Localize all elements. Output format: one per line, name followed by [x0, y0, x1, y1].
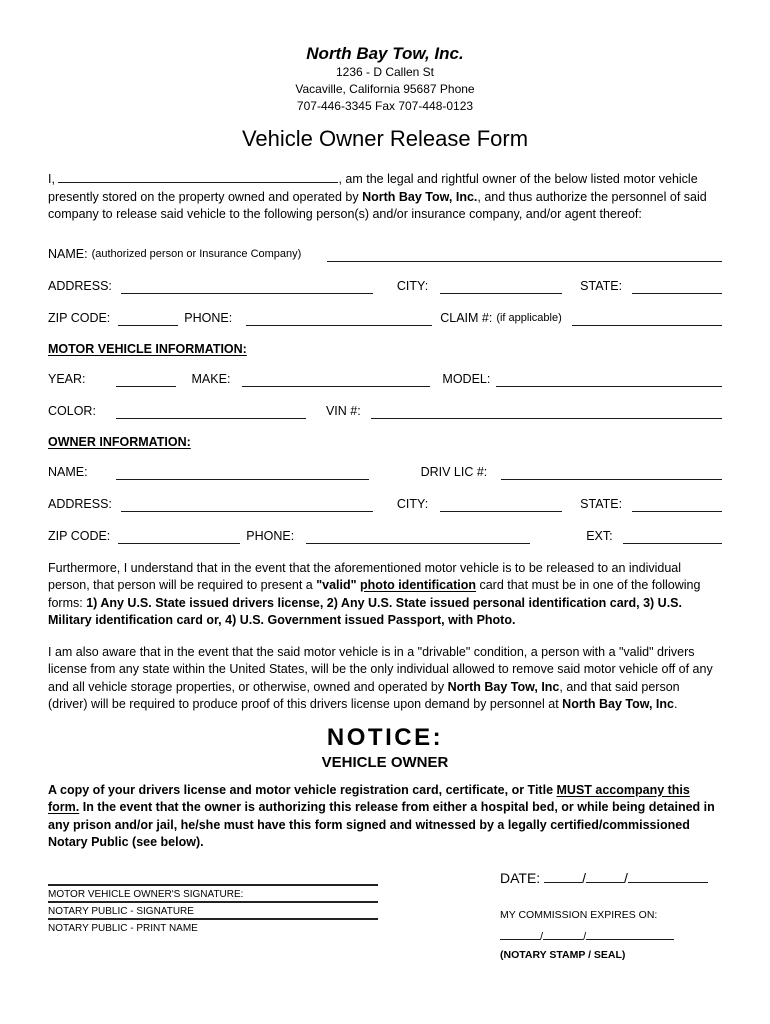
- vehicle-color-input[interactable]: [116, 405, 306, 419]
- notary-print-name-field[interactable]: [48, 918, 378, 935]
- owner-phone-label: PHONE:: [246, 528, 295, 543]
- authorized-claim-input[interactable]: [572, 312, 722, 326]
- authorized-phone-label: PHONE:: [184, 310, 233, 325]
- owner-address-row: [48, 496, 722, 512]
- commission-slash-2: /: [583, 930, 587, 943]
- authorized-name-row: [48, 246, 722, 262]
- owner-ext-label: EXT:: [586, 528, 613, 543]
- authorized-name-label: NAME:: [48, 246, 88, 261]
- company-city-phone: Vacaville, California 95687 Phone: [295, 82, 475, 96]
- owner-zip-label: ZIP CODE:: [48, 528, 111, 543]
- authorized-zip-label: ZIP CODE:: [48, 310, 111, 325]
- authorized-zip-input[interactable]: [118, 312, 178, 326]
- owner-phone-input[interactable]: [306, 530, 530, 544]
- company-street: 1236 - D Callen St: [335, 65, 435, 79]
- notice-must-accompany: MUST accompany this form.: [48, 782, 690, 814]
- date-row: [500, 870, 722, 887]
- vehicle-model-label: MODEL:: [442, 371, 491, 386]
- intro-lead: I,: [48, 172, 55, 186]
- authorized-address-label: ADDRESS:: [48, 278, 112, 293]
- vehicle-make-input[interactable]: [242, 373, 430, 387]
- aware-text-1: I am also aware that in the event that the said motor vehicle is in a "drivable" condition, a person with a "valid" drivers license from any state within the United States, will be the only individual allowed to remove said motor vehicle off of any and all vehicle storage properties, or otherwise, owned and operated by: [48, 644, 713, 694]
- owner-info-heading: OWNER INFORMATION:: [48, 434, 191, 449]
- date-year-input[interactable]: [628, 871, 708, 883]
- owner-name-row: [48, 464, 722, 480]
- owner-city-label: CITY:: [396, 496, 429, 511]
- notary-signature-label: NOTARY PUBLIC - SIGNATURE: [48, 905, 194, 917]
- signature-section: [48, 870, 722, 961]
- notary-signature-field[interactable]: [48, 901, 378, 918]
- owner-name-input[interactable]: [116, 466, 369, 480]
- vehicle-color-row: [48, 403, 722, 419]
- authorized-name-input[interactable]: [327, 248, 722, 262]
- owner-address-input[interactable]: [121, 498, 373, 512]
- aware-paragraph: [48, 644, 722, 714]
- owner-signature-field[interactable]: [48, 884, 378, 901]
- intro-company-bold: North Bay Tow, Inc.: [362, 189, 478, 204]
- company-name: North Bay Tow, Inc.: [306, 44, 464, 63]
- owner-zip-row: [48, 528, 722, 544]
- owner-zip-input[interactable]: [118, 530, 240, 544]
- owner-state-label: STATE:: [580, 496, 623, 511]
- notary-print-name-label: NOTARY PUBLIC - PRINT NAME: [48, 922, 198, 934]
- aware-text-3: .: [673, 697, 678, 711]
- vehicle-year-label: YEAR:: [48, 371, 86, 386]
- notary-stamp-seal-label: (NOTARY STAMP / SEAL): [500, 948, 626, 961]
- authorized-zip-row: [48, 310, 722, 326]
- authorized-city-label: CITY:: [396, 278, 429, 293]
- authorized-name-note: (authorized person or Insurance Company): [91, 247, 302, 260]
- vehicle-year-input[interactable]: [116, 373, 176, 387]
- vehicle-vin-input[interactable]: [371, 405, 722, 419]
- aware-company-2: North Bay Tow, Inc: [562, 697, 674, 711]
- commission-date-row: [500, 928, 722, 943]
- form-title: Vehicle Owner Release Form: [241, 126, 529, 151]
- furthermore-text-2: card that must be in one of the following forms:: [48, 578, 701, 610]
- date-slash-1: /: [582, 869, 586, 886]
- authorized-city-input[interactable]: [440, 280, 562, 294]
- owner-drivlic-label: DRIV LIC #:: [420, 464, 488, 479]
- signature-column: [48, 870, 378, 961]
- date-month-input[interactable]: [544, 871, 582, 883]
- notice-text-2: In the event that the owner is authorizing this release from either a hospital bed, or while being detained in any prison and/or jail, he/she must have this form signed and witnessed by a legally certified/commissioned Notary Public (see below).: [48, 800, 715, 849]
- vehicle-year-row: [48, 371, 722, 387]
- authorized-address-input[interactable]: [121, 280, 373, 294]
- notary-column: [378, 870, 722, 961]
- notice-paragraph: [48, 782, 722, 852]
- vehicle-make-label: MAKE:: [191, 371, 231, 386]
- company-phone-fax: 707-446-3345 Fax 707-448-0123: [296, 99, 474, 113]
- commission-day-input[interactable]: [543, 928, 583, 940]
- authorized-state-input[interactable]: [632, 280, 722, 294]
- aware-company-1: North Bay Tow, Inc: [447, 679, 560, 694]
- owner-drivlic-input[interactable]: [501, 466, 722, 480]
- date-day-input[interactable]: [586, 871, 624, 883]
- date-label: DATE:: [500, 869, 541, 886]
- furthermore-forms-list: 1) Any U.S. State issued drivers license, 2) Any U.S. State issued personal identification card, 3) U.S. Military identification card or, 4) U.S. Government issued Passport, with Photo.: [48, 595, 682, 627]
- intro-tail: , and thus authorize the personnel of said company to release said vehicle to the following person(s) and/or insurance company, and/or agent thereof:: [48, 189, 707, 221]
- commission-year-input[interactable]: [586, 928, 674, 940]
- notice-title: NOTICE:: [326, 723, 444, 751]
- vehicle-color-label: COLOR:: [48, 403, 96, 418]
- owner-ext-input[interactable]: [623, 530, 722, 544]
- authorized-phone-input[interactable]: [246, 312, 432, 326]
- owner-state-input[interactable]: [632, 498, 722, 512]
- owner-city-input[interactable]: [440, 498, 562, 512]
- authorized-claim-note: (if applicable): [496, 311, 562, 324]
- notice-text-1: A copy of your drivers license and motor vehicle registration card, certificate, or Title: [48, 782, 557, 797]
- authorized-state-label: STATE:: [580, 278, 623, 293]
- furthermore-photo-id: photo identification: [360, 578, 476, 592]
- aware-text-2: , and that said person (driver) will be required to produce proof of this drivers license upon demand by personnel at: [48, 679, 680, 711]
- intro-paragraph: [48, 171, 722, 224]
- furthermore-paragraph: [48, 560, 722, 630]
- authorized-address-row: [48, 278, 722, 294]
- owner-address-label: ADDRESS:: [48, 496, 112, 511]
- owner-signature-label: MOTOR VEHICLE OWNER'S SIGNATURE:: [48, 888, 244, 900]
- commission-expires-label: MY COMMISSION EXPIRES ON:: [500, 908, 658, 921]
- form-header: [48, 44, 722, 151]
- commission-month-input[interactable]: [500, 928, 540, 940]
- notice-subtitle: VEHICLE OWNER: [321, 753, 449, 771]
- authorized-claim-label: CLAIM #:: [440, 310, 493, 325]
- furthermore-valid: "valid": [316, 578, 361, 592]
- date-slash-2: /: [623, 869, 628, 886]
- owner-name-label: NAME:: [48, 464, 88, 479]
- owner-name-blank-input[interactable]: [58, 171, 338, 183]
- vehicle-info-heading: MOTOR VEHICLE INFORMATION:: [48, 341, 247, 356]
- commission-slash-1: /: [540, 930, 544, 943]
- vehicle-vin-label: VIN #:: [325, 403, 361, 418]
- intro-after-blank: , am the legal and rightful owner of the below listed motor vehicle presently stored on the property owned and operated by: [48, 172, 698, 204]
- furthermore-text-1: Furthermore, I understand that in the event that the aforementioned motor vehicle is to be released to an individual person, that person will be required to present a: [48, 560, 682, 592]
- vehicle-model-input[interactable]: [496, 373, 722, 387]
